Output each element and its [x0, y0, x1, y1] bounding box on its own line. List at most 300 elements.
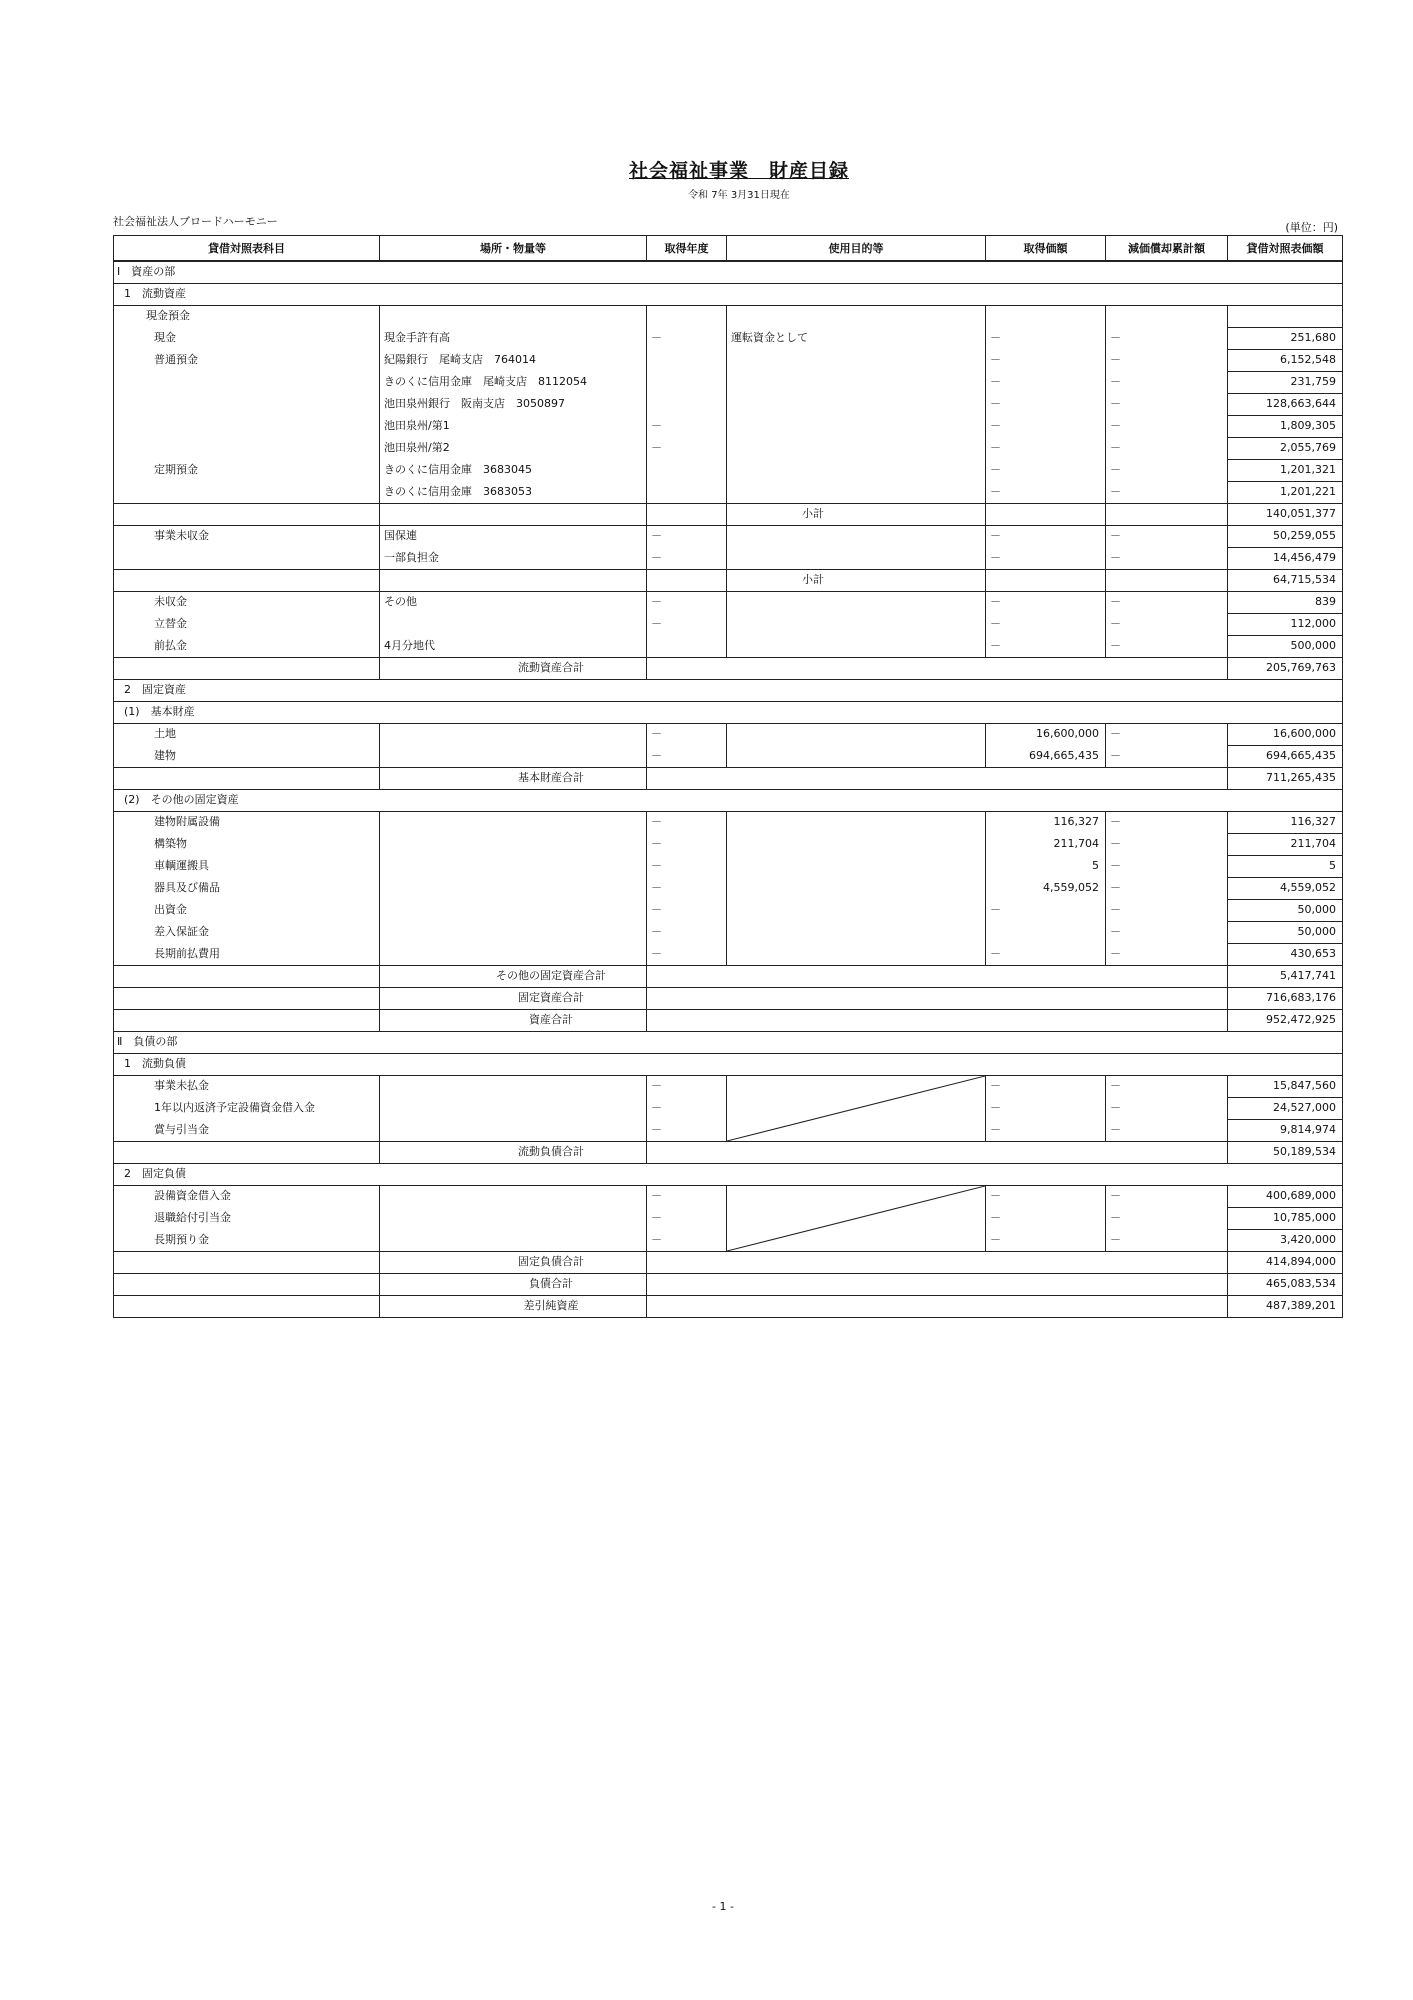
book-value-cell: 128,663,644	[1228, 393, 1343, 415]
purpose-cell	[727, 349, 986, 371]
acquisition-year-cell: －	[647, 833, 727, 855]
total-value: 50,189,534	[1228, 1141, 1343, 1163]
book-value-cell: 1,809,305	[1228, 415, 1343, 437]
total-row	[114, 1251, 1343, 1273]
total-label: その他の固定資産合計	[380, 965, 647, 987]
purpose-cell	[727, 921, 986, 943]
total-label: 負債合計	[380, 1273, 647, 1295]
place-cell: きのくに信用金庫 3683053	[380, 481, 647, 503]
total-value: 414,894,000	[1228, 1251, 1343, 1273]
empty-cell	[647, 503, 727, 525]
item-row	[114, 327, 1343, 349]
diagonal-strike-line	[727, 1076, 985, 1141]
account-cell: 器具及び備品	[114, 877, 380, 899]
acquisition-cost-cell: －	[986, 327, 1106, 349]
book-value-cell	[1228, 305, 1343, 327]
total-label: 固定資産合計	[380, 987, 647, 1009]
item-row	[114, 349, 1343, 371]
purpose-cell	[727, 635, 986, 657]
book-value-cell: 400,689,000	[1228, 1185, 1343, 1207]
item-row	[114, 481, 1343, 503]
book-value-cell: 10,785,000	[1228, 1207, 1343, 1229]
place-cell	[380, 1207, 647, 1229]
purpose-cell	[727, 591, 986, 613]
place-cell	[380, 855, 647, 877]
item-row	[114, 745, 1343, 767]
book-value-cell: 112,000	[1228, 613, 1343, 635]
subtotal-row	[114, 503, 1343, 525]
total-row	[114, 1273, 1343, 1295]
account-cell: 長期前払費用	[114, 943, 380, 965]
acquisition-cost-cell: －	[986, 1229, 1106, 1251]
part-label: Ⅰ 資産の部	[114, 261, 1343, 283]
acquisition-year-cell: －	[647, 745, 727, 767]
acquisition-year-cell: －	[647, 877, 727, 899]
acquisition-year-cell: －	[647, 437, 727, 459]
acquisition-cost-cell: －	[986, 349, 1106, 371]
account-cell	[114, 437, 380, 459]
empty-cell	[114, 1009, 380, 1031]
depreciation-cell: －	[1106, 1207, 1228, 1229]
item-row	[114, 393, 1343, 415]
account-cell: 設備資金借入金	[114, 1185, 380, 1207]
item-row	[114, 459, 1343, 481]
total-row	[114, 1141, 1343, 1163]
acquisition-cost-cell: －	[986, 943, 1106, 965]
total-row	[114, 1009, 1343, 1031]
account-cell	[114, 393, 380, 415]
account-cell: 普通預金	[114, 349, 380, 371]
item-row	[114, 415, 1343, 437]
depreciation-cell: －	[1106, 921, 1228, 943]
item-row	[114, 437, 1343, 459]
place-cell: 国保連	[380, 525, 647, 547]
acquisition-year-cell	[647, 635, 727, 657]
subsection-row	[114, 789, 1343, 811]
acquisition-cost-cell: 4,559,052	[986, 877, 1106, 899]
account-cell	[114, 371, 380, 393]
empty-cell	[647, 965, 1228, 987]
item-row	[114, 547, 1343, 569]
account-cell: 構築物	[114, 833, 380, 855]
depreciation-cell: －	[1106, 349, 1228, 371]
page-number: - 1 -	[712, 1900, 734, 1913]
depreciation-cell: －	[1106, 1185, 1228, 1207]
depreciation-cell: －	[1106, 811, 1228, 833]
account-cell: 土地	[114, 723, 380, 745]
organization-name: 社会福祉法人ブロードハーモニー	[113, 215, 278, 228]
place-cell: 池田泉州銀行 阪南支店 3050897	[380, 393, 647, 415]
depreciation-cell: －	[1106, 459, 1228, 481]
item-row	[114, 811, 1343, 833]
document-date: 令和 7年 3月31日現在	[688, 190, 790, 201]
empty-cell	[647, 1273, 1228, 1295]
depreciation-cell: －	[1106, 1229, 1228, 1251]
acquisition-cost-cell: －	[986, 635, 1106, 657]
item-row	[114, 525, 1343, 547]
acquisition-cost-cell: －	[986, 547, 1106, 569]
purpose-cell	[727, 547, 986, 569]
purpose-cell	[727, 855, 986, 877]
place-cell: 池田泉州/第1	[380, 415, 647, 437]
purpose-cell	[727, 723, 986, 745]
part-row	[114, 261, 1343, 283]
account-cell: 差入保証金	[114, 921, 380, 943]
place-cell	[380, 833, 647, 855]
purpose-cell	[727, 943, 986, 965]
book-value-cell: 2,055,769	[1228, 437, 1343, 459]
diagonal-strike-line	[727, 1186, 985, 1251]
total-value: 465,083,534	[1228, 1273, 1343, 1295]
place-cell	[380, 723, 647, 745]
empty-cell	[986, 503, 1106, 525]
place-cell	[380, 943, 647, 965]
depreciation-cell: －	[1106, 745, 1228, 767]
subsection-label: (1) 基本財産	[114, 701, 1343, 723]
item-row	[114, 723, 1343, 745]
table-header	[114, 236, 1343, 262]
account-cell: 現金預金	[114, 305, 380, 327]
subtotal-label: 小計	[727, 503, 986, 525]
acquisition-year-cell: －	[647, 591, 727, 613]
header-acquisition-cost: 取得価額	[986, 236, 1106, 262]
book-value-cell: 430,653	[1228, 943, 1343, 965]
account-cell: 車輌運搬具	[114, 855, 380, 877]
empty-cell	[380, 569, 647, 591]
acquisition-cost-cell: －	[986, 613, 1106, 635]
total-label: 資産合計	[380, 1009, 647, 1031]
depreciation-cell: －	[1106, 613, 1228, 635]
purpose-cell	[727, 393, 986, 415]
acquisition-cost-cell: 211,704	[986, 833, 1106, 855]
book-value-cell: 4,559,052	[1228, 877, 1343, 899]
account-cell: 立替金	[114, 613, 380, 635]
empty-cell	[647, 657, 1228, 679]
acquisition-year-cell	[647, 481, 727, 503]
acquisition-year-cell: －	[647, 1097, 727, 1119]
total-value: 711,265,435	[1228, 767, 1343, 789]
acquisition-cost-cell: －	[986, 525, 1106, 547]
account-cell	[114, 481, 380, 503]
purpose-cell	[727, 899, 986, 921]
book-value-cell: 694,665,435	[1228, 745, 1343, 767]
empty-cell	[114, 1295, 380, 1317]
subtotal-value: 140,051,377	[1228, 503, 1343, 525]
place-cell	[380, 1229, 647, 1251]
purpose-cell	[727, 459, 986, 481]
total-row	[114, 657, 1343, 679]
purpose-cell	[727, 833, 986, 855]
purpose-cell	[727, 525, 986, 547]
account-cell: 賞与引当金	[114, 1119, 380, 1141]
place-cell: 紀陽銀行 尾崎支店 764014	[380, 349, 647, 371]
total-label: 流動負債合計	[380, 1141, 647, 1163]
acquisition-year-cell	[647, 371, 727, 393]
acquisition-cost-cell: －	[986, 591, 1106, 613]
property-inventory-table	[113, 235, 1343, 1318]
book-value-cell: 211,704	[1228, 833, 1343, 855]
place-cell	[380, 1185, 647, 1207]
subtotal-value: 64,715,534	[1228, 569, 1343, 591]
diagonal-strike-cell	[727, 1075, 986, 1141]
acquisition-year-cell: －	[647, 855, 727, 877]
total-value: 716,683,176	[1228, 987, 1343, 1009]
place-cell: その他	[380, 591, 647, 613]
purpose-cell	[727, 745, 986, 767]
purpose-cell	[727, 371, 986, 393]
acquisition-year-cell: －	[647, 327, 727, 349]
book-value-cell: 5	[1228, 855, 1343, 877]
depreciation-cell	[1106, 305, 1228, 327]
total-label: 固定負債合計	[380, 1251, 647, 1273]
empty-cell	[114, 1141, 380, 1163]
place-cell	[380, 877, 647, 899]
total-value: 487,389,201	[1228, 1295, 1343, 1317]
empty-cell	[114, 965, 380, 987]
account-cell: 現金	[114, 327, 380, 349]
acquisition-year-cell: －	[647, 613, 727, 635]
purpose-cell	[727, 811, 986, 833]
depreciation-cell: －	[1106, 943, 1228, 965]
purpose-cell	[727, 305, 986, 327]
depreciation-cell: －	[1106, 481, 1228, 503]
account-cell: 退職給付引当金	[114, 1207, 380, 1229]
section-row	[114, 1163, 1343, 1185]
book-value-cell: 24,527,000	[1228, 1097, 1343, 1119]
header-book-value: 貸借対照表価額	[1228, 236, 1343, 262]
subsection-row	[114, 701, 1343, 723]
subtotal-row	[114, 569, 1343, 591]
account-cell: 事業未収金	[114, 525, 380, 547]
purpose-cell: 運転資金として	[727, 327, 986, 349]
empty-cell	[647, 1251, 1228, 1273]
book-value-cell: 9,814,974	[1228, 1119, 1343, 1141]
acquisition-year-cell: －	[647, 943, 727, 965]
purpose-cell	[727, 481, 986, 503]
account-cell: 建物	[114, 745, 380, 767]
acquisition-year-cell: －	[647, 1207, 727, 1229]
depreciation-cell: －	[1106, 899, 1228, 921]
table-body	[114, 261, 1343, 1317]
account-cell: 長期預り金	[114, 1229, 380, 1251]
item-row	[114, 1185, 1343, 1207]
acquisition-year-cell: －	[647, 525, 727, 547]
purpose-cell	[727, 613, 986, 635]
empty-cell	[1106, 503, 1228, 525]
account-cell: 未収金	[114, 591, 380, 613]
place-cell	[380, 745, 647, 767]
header-depreciation: 減価償却累計額	[1106, 236, 1228, 262]
book-value-cell: 3,420,000	[1228, 1229, 1343, 1251]
acquisition-year-cell	[647, 349, 727, 371]
depreciation-cell: －	[1106, 833, 1228, 855]
acquisition-year-cell: －	[647, 1229, 727, 1251]
empty-cell	[986, 569, 1106, 591]
purpose-cell	[727, 437, 986, 459]
book-value-cell: 839	[1228, 591, 1343, 613]
book-value-cell: 6,152,548	[1228, 349, 1343, 371]
acquisition-cost-cell: 5	[986, 855, 1106, 877]
item-row	[114, 943, 1343, 965]
place-cell	[380, 921, 647, 943]
purpose-cell	[727, 415, 986, 437]
item-row	[114, 1075, 1343, 1097]
acquisition-cost-cell: －	[986, 415, 1106, 437]
place-cell: 池田泉州/第2	[380, 437, 647, 459]
depreciation-cell: －	[1106, 591, 1228, 613]
item-row	[114, 591, 1343, 613]
acquisition-cost-cell: －	[986, 1207, 1106, 1229]
acquisition-cost-cell: －	[986, 1119, 1106, 1141]
total-value: 5,417,741	[1228, 965, 1343, 987]
acquisition-year-cell	[647, 305, 727, 327]
depreciation-cell: －	[1106, 1097, 1228, 1119]
item-row	[114, 855, 1343, 877]
place-cell: 4月分地代	[380, 635, 647, 657]
total-row	[114, 987, 1343, 1009]
section-label: 2 固定負債	[114, 1163, 1343, 1185]
acquisition-cost-cell: 116,327	[986, 811, 1106, 833]
empty-cell	[114, 569, 380, 591]
empty-cell	[114, 1251, 380, 1273]
header-acquisition-year: 取得年度	[647, 236, 727, 262]
section-label: 1 流動負債	[114, 1053, 1343, 1075]
total-row	[114, 965, 1343, 987]
place-cell	[380, 811, 647, 833]
place-cell: きのくに信用金庫 尾崎支店 8112054	[380, 371, 647, 393]
acquisition-cost-cell	[986, 921, 1106, 943]
item-row	[114, 635, 1343, 657]
acquisition-cost-cell: －	[986, 1097, 1106, 1119]
item-row	[114, 877, 1343, 899]
book-value-cell: 1,201,221	[1228, 481, 1343, 503]
acquisition-cost-cell	[986, 305, 1106, 327]
subtotal-label: 小計	[727, 569, 986, 591]
depreciation-cell: －	[1106, 1075, 1228, 1097]
account-cell	[114, 415, 380, 437]
account-cell: 建物附属設備	[114, 811, 380, 833]
book-value-cell: 50,000	[1228, 899, 1343, 921]
header-purpose: 使用目的等	[727, 236, 986, 262]
depreciation-cell: －	[1106, 393, 1228, 415]
book-value-cell: 1,201,321	[1228, 459, 1343, 481]
depreciation-cell: －	[1106, 877, 1228, 899]
total-row	[114, 1295, 1343, 1317]
account-cell	[114, 547, 380, 569]
empty-cell	[114, 503, 380, 525]
section-row	[114, 1053, 1343, 1075]
book-value-cell: 50,000	[1228, 921, 1343, 943]
acquisition-year-cell	[647, 393, 727, 415]
total-value: 205,769,763	[1228, 657, 1343, 679]
depreciation-cell: －	[1106, 547, 1228, 569]
part-label: Ⅱ 負債の部	[114, 1031, 1343, 1053]
empty-cell	[114, 1273, 380, 1295]
acquisition-year-cell: －	[647, 1075, 727, 1097]
acquisition-cost-cell: －	[986, 1185, 1106, 1207]
book-value-cell: 231,759	[1228, 371, 1343, 393]
place-cell	[380, 1075, 647, 1097]
acquisition-year-cell: －	[647, 899, 727, 921]
depreciation-cell: －	[1106, 437, 1228, 459]
book-value-cell: 500,000	[1228, 635, 1343, 657]
part-row	[114, 1031, 1343, 1053]
acquisition-year-cell: －	[647, 1119, 727, 1141]
empty-cell	[114, 767, 380, 789]
place-cell	[380, 305, 647, 327]
acquisition-cost-cell: －	[986, 899, 1106, 921]
acquisition-cost-cell: 694,665,435	[986, 745, 1106, 767]
acquisition-cost-cell: 16,600,000	[986, 723, 1106, 745]
book-value-cell: 116,327	[1228, 811, 1343, 833]
item-row	[114, 899, 1343, 921]
empty-cell	[647, 1141, 1228, 1163]
account-cell: 定期預金	[114, 459, 380, 481]
empty-cell	[114, 657, 380, 679]
empty-cell	[647, 987, 1228, 1009]
total-row	[114, 767, 1343, 789]
unit-label: (単位：円)	[1285, 221, 1338, 234]
empty-cell	[647, 1009, 1228, 1031]
section-label: 2 固定資産	[114, 679, 1343, 701]
place-cell: きのくに信用金庫 3683045	[380, 459, 647, 481]
document-title: 社会福祉事業 財産目録	[628, 160, 849, 182]
place-cell	[380, 1097, 647, 1119]
acquisition-year-cell: －	[647, 921, 727, 943]
place-cell	[380, 1119, 647, 1141]
depreciation-cell: －	[1106, 723, 1228, 745]
total-value: 952,472,925	[1228, 1009, 1343, 1031]
total-label: 基本財産合計	[380, 767, 647, 789]
depreciation-cell: －	[1106, 525, 1228, 547]
acquisition-year-cell: －	[647, 1185, 727, 1207]
group-row	[114, 305, 1343, 327]
item-row	[114, 833, 1343, 855]
depreciation-cell: －	[1106, 855, 1228, 877]
header-place: 場所・物量等	[380, 236, 647, 262]
book-value-cell: 16,600,000	[1228, 723, 1343, 745]
acquisition-year-cell	[647, 459, 727, 481]
book-value-cell: 15,847,560	[1228, 1075, 1343, 1097]
empty-cell	[1106, 569, 1228, 591]
item-row	[114, 613, 1343, 635]
item-row	[114, 921, 1343, 943]
total-label: 流動資産合計	[380, 657, 647, 679]
account-cell: 前払金	[114, 635, 380, 657]
depreciation-cell: －	[1106, 1119, 1228, 1141]
section-row	[114, 283, 1343, 305]
depreciation-cell: －	[1106, 635, 1228, 657]
acquisition-year-cell: －	[647, 811, 727, 833]
header-account: 貸借対照表科目	[114, 236, 380, 262]
empty-cell	[647, 1295, 1228, 1317]
acquisition-year-cell: －	[647, 547, 727, 569]
empty-cell	[380, 503, 647, 525]
depreciation-cell: －	[1106, 327, 1228, 349]
account-cell: 事業未払金	[114, 1075, 380, 1097]
empty-cell	[647, 767, 1228, 789]
depreciation-cell: －	[1106, 371, 1228, 393]
subsection-label: (2) その他の固定資産	[114, 789, 1343, 811]
empty-cell	[647, 569, 727, 591]
place-cell	[380, 899, 647, 921]
header-row	[114, 236, 1343, 262]
acquisition-cost-cell: －	[986, 393, 1106, 415]
diagonal-strike-cell	[727, 1185, 986, 1251]
purpose-cell	[727, 877, 986, 899]
acquisition-cost-cell: －	[986, 459, 1106, 481]
account-cell: 1年以内返済予定設備資金借入金	[114, 1097, 380, 1119]
